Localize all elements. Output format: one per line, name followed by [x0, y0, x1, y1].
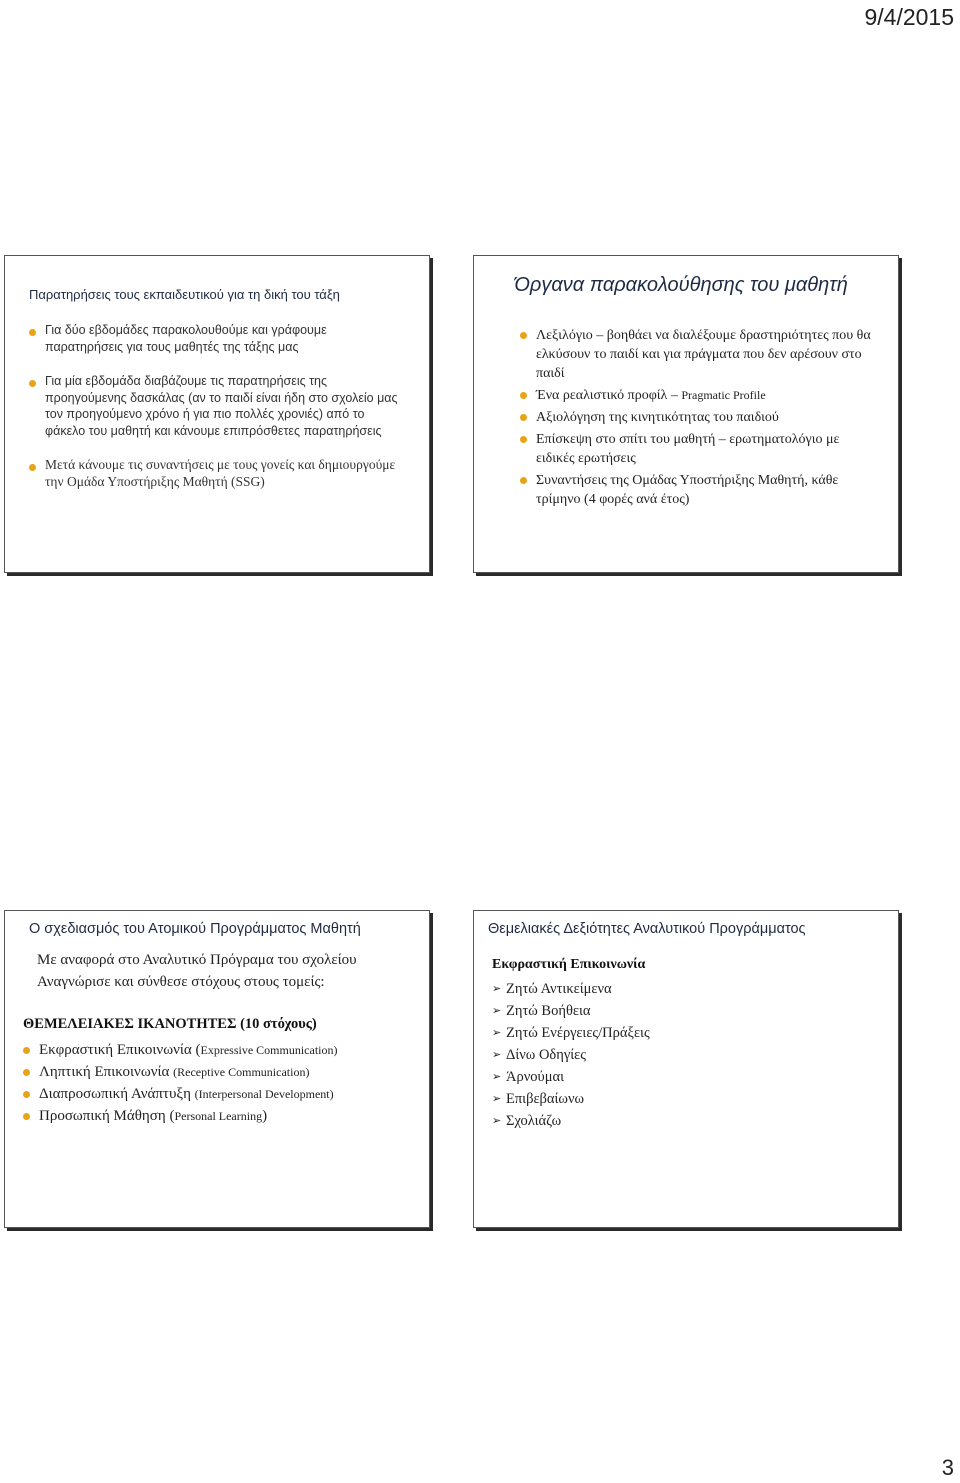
intro-line: Με αναφορά στο Αναλυτικό Πρόγραμα του σχολείου: [37, 952, 357, 968]
bullet-item: Συναντήσεις της Ομάδας Υποστήριξης Μαθητή, κάθε τρίμηνο (4 φορές ανά έτος): [518, 471, 878, 509]
bullet-item: Προσωπική Μάθηση (Personal Learning): [21, 1105, 421, 1127]
list-item: ➢ Σχολιάζω: [492, 1110, 872, 1132]
bullet-list: [21, 1039, 421, 1127]
arrow-bullet-icon: ➢: [492, 982, 502, 995]
slide-core-skills: [473, 910, 899, 1228]
slide-monitoring-tools: [473, 255, 899, 573]
arrow-bullet-icon: ➢: [492, 1048, 502, 1061]
bullet-item: Για δύο εβδομάδες παρακολουθούμε και γράφουμε παρατηρήσεις για τους μαθητές της τάξης μας: [27, 322, 407, 355]
section-heading: ΘΕΜΕΛΕΙΑΚΕΣ ΙΚΑΝΟΤΗΤΕΣ (10 στόχους): [23, 1016, 317, 1032]
arrow-bullet-icon: ➢: [492, 1070, 502, 1083]
english-term: Personal Learning: [174, 1109, 263, 1123]
list-item: ➢ Ζητώ Αντικείμενα: [492, 978, 872, 1000]
intro-line: Αναγνώρισε και σύνθεσε στόχους στους τομείς:: [37, 974, 325, 990]
slide-title: Ο σχεδιασμός του Ατομικού Προγράμματος Μαθητή: [29, 921, 361, 937]
arrow-bullet-icon: ➢: [492, 1004, 502, 1017]
page-date: 9/4/2015: [864, 4, 954, 30]
slide-observations: [4, 255, 430, 573]
slide-title: Όργανα παρακολούθησης του μαθητή: [514, 274, 848, 296]
bullet-item: Ένα ρεαλιστικό προφίλ – Pragmatic Profile: [518, 386, 878, 405]
slide-title: Θεμελιακές Δεξιότητες Αναλυτικού Προγράμματος: [488, 921, 806, 937]
english-term: (Receptive Communication): [173, 1065, 310, 1079]
slide-intro: [37, 949, 357, 993]
english-term: (Interpersonal Development): [194, 1087, 334, 1101]
bullet-list: [27, 322, 407, 508]
page-number: 3: [941, 1455, 954, 1480]
bullet-item: Λεξιλόγιο – βοηθάει να διαλέξουμε δραστηριότητες που θα ελκύσουν το παιδί και για πράγματα που δεν αρέσουν στο παιδί: [518, 326, 878, 383]
arrow-bullet-icon: ➢: [492, 1114, 502, 1127]
arrow-list: [492, 978, 872, 1132]
english-term: Expressive Communication): [200, 1043, 338, 1057]
bullet-item: Μετά κάνουμε τις συναντήσεις με τους γονείς και δημιουργούμε την Ομάδα Υποστήριξης Μαθητή (SSG): [27, 457, 407, 490]
bullet-item: Διαπροσωπική Ανάπτυξη (Interpersonal Development): [21, 1083, 421, 1105]
arrow-bullet-icon: ➢: [492, 1092, 502, 1105]
arrow-bullet-icon: ➢: [492, 1026, 502, 1039]
section-heading: Εκφραστική Επικοινωνία: [492, 957, 646, 972]
list-item: ➢ Ζητώ Ενέργειες/Πράξεις: [492, 1022, 872, 1044]
bullet-item: Εκφραστική Επικοινωνία (Expressive Communication): [21, 1039, 421, 1061]
bullet-item: Ληπτική Επικοινωνία (Receptive Communication): [21, 1061, 421, 1083]
list-item: ➢ Άρνούμαι: [492, 1066, 872, 1088]
bullet-item: Για μία εβδομάδα διαβάζουμε τις παρατηρήσεις της προηγούμενης δασκάλας (αν το παιδί είναι ήδη στο σχολείο μας τον προηγούμενο χρόνο ή για πιο πολλές χρονιές) από το φάκελο του μαθητή και κάνουμε επιπρόσθετες παρατηρήσεις: [27, 373, 407, 439]
english-term: Pragmatic Profile: [681, 388, 766, 402]
bullet-list: [518, 326, 878, 512]
slide-title: Παρατηρήσεις τους εκπαιδευτικού για τη δική του τάξη: [29, 287, 340, 302]
slide-individual-program: [4, 910, 430, 1228]
bullet-item: Επίσκεψη στο σπίτι του μαθητή – ερωτηματολόγιο με ειδικές ερωτήσεις: [518, 430, 878, 468]
list-item: ➢ Δίνω Οδηγίες: [492, 1044, 872, 1066]
list-item: ➢ Επιβεβαίωνω: [492, 1088, 872, 1110]
bullet-item: Αξιολόγηση της κινητικότητας του παιδιού: [518, 408, 878, 427]
list-item: ➢ Ζητώ Βοήθεια: [492, 1000, 872, 1022]
